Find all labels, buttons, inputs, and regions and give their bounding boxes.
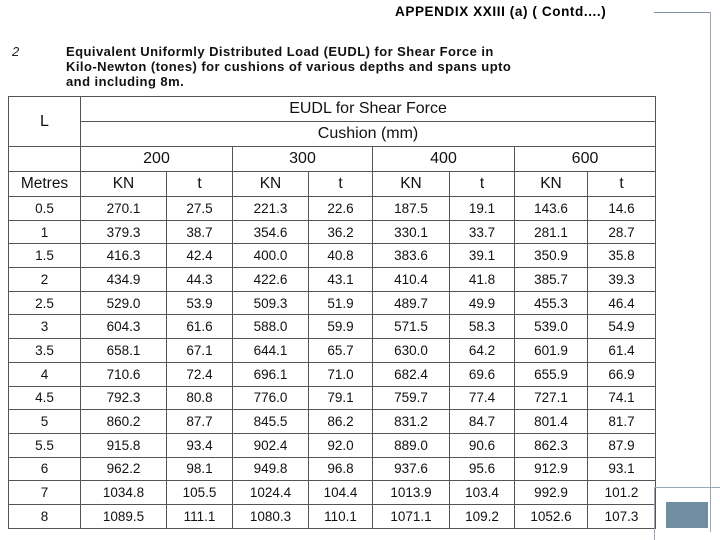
cell-t-300: 86.2 [309,410,373,434]
cell-t-600: 107.3 [588,504,656,528]
cell-t-300: 59.9 [309,315,373,339]
table-row [9,457,656,481]
cell-t-600: 101.2 [588,481,656,505]
cell-kn-600: 455.3 [515,291,588,315]
table-row [9,362,656,386]
cell-t-200: 93.4 [167,433,233,457]
cell-kn-400: 937.6 [373,457,450,481]
table-row [9,433,656,457]
page-margin-rule [710,12,711,532]
cell-kn-400: 889.0 [373,433,450,457]
cell-t-600: 93.1 [588,457,656,481]
cell-kn-200: 658.1 [81,339,167,363]
cell-kn-200: 604.3 [81,315,167,339]
cell-span: 0.5 [9,197,81,221]
cell-t-300: 43.1 [309,268,373,292]
table-row [9,244,656,268]
header-rule [654,12,710,13]
cell-t-200: 67.1 [167,339,233,363]
cell-t-400: 49.9 [450,291,515,315]
cell-span: 5.5 [9,433,81,457]
cell-span: 7 [9,481,81,505]
cell-kn-200: 860.2 [81,410,167,434]
cell-t-300: 110.1 [309,504,373,528]
cell-t-400: 109.2 [450,504,515,528]
cell-kn-200: 792.3 [81,386,167,410]
cell-kn-300: 696.1 [233,362,309,386]
cell-t-600: 54.9 [588,315,656,339]
cell-kn-300: 949.8 [233,457,309,481]
table-description [66,44,651,89]
cell-kn-600: 992.9 [515,481,588,505]
cushion-header: Cushion (mm) [81,122,656,147]
cell-t-400: 103.4 [450,481,515,505]
cell-t-300: 104.4 [309,481,373,505]
description-line: Kilo-Newton (tones) for cushions of various depths and spans upto [66,59,512,74]
cell-kn-300: 509.3 [233,291,309,315]
cell-kn-200: 1089.5 [81,504,167,528]
cell-span: 8 [9,504,81,528]
cell-kn-400: 571.5 [373,315,450,339]
cell-kn-600: 385.7 [515,268,588,292]
cell-span: 2 [9,268,81,292]
cell-t-300: 96.8 [309,457,373,481]
cell-kn-600: 601.9 [515,339,588,363]
cell-kn-300: 644.1 [233,339,309,363]
cell-kn-200: 529.0 [81,291,167,315]
cell-t-200: 27.5 [167,197,233,221]
cell-kn-400: 489.7 [373,291,450,315]
cell-kn-400: 630.0 [373,339,450,363]
cell-t-200: 111.1 [167,504,233,528]
cell-t-200: 61.6 [167,315,233,339]
cell-kn-300: 1080.3 [233,504,309,528]
cell-kn-600: 350.9 [515,244,588,268]
cell-t-600: 81.7 [588,410,656,434]
table-body [9,197,656,529]
cell-t-300: 51.9 [309,291,373,315]
table-row [9,339,656,363]
cell-kn-200: 962.2 [81,457,167,481]
cell-t-300: 65.7 [309,339,373,363]
t-header: t [450,172,515,197]
cell-t-300: 71.0 [309,362,373,386]
cell-t-600: 28.7 [588,220,656,244]
cell-t-600: 14.6 [588,197,656,221]
cell-kn-200: 270.1 [81,197,167,221]
table-row [9,268,656,292]
cell-span: 2.5 [9,291,81,315]
cell-kn-400: 682.4 [373,362,450,386]
cell-t-600: 39.3 [588,268,656,292]
cell-t-300: 22.6 [309,197,373,221]
table-row [9,197,656,221]
cell-t-300: 40.8 [309,244,373,268]
corner-accent-box [666,502,708,528]
cell-t-300: 79.1 [309,386,373,410]
cell-kn-600: 143.6 [515,197,588,221]
kn-header: KN [81,172,167,197]
cell-kn-400: 1013.9 [373,481,450,505]
cell-t-200: 42.4 [167,244,233,268]
cell-t-600: 35.8 [588,244,656,268]
cell-t-600: 46.4 [588,291,656,315]
cell-t-200: 53.9 [167,291,233,315]
cell-kn-400: 759.7 [373,386,450,410]
cell-t-600: 61.4 [588,339,656,363]
cell-t-200: 72.4 [167,362,233,386]
kn-header: KN [373,172,450,197]
cell-kn-300: 221.3 [233,197,309,221]
cell-kn-600: 912.9 [515,457,588,481]
cell-kn-400: 330.1 [373,220,450,244]
span-label-cell: L [9,97,81,147]
table-row [9,220,656,244]
cell-kn-200: 379.3 [81,220,167,244]
cell-kn-300: 588.0 [233,315,309,339]
cell-kn-200: 710.6 [81,362,167,386]
cell-kn-600: 727.1 [515,386,588,410]
t-header: t [167,172,233,197]
cell-kn-200: 915.8 [81,433,167,457]
cell-t-200: 87.7 [167,410,233,434]
cell-kn-300: 1024.4 [233,481,309,505]
cell-kn-600: 1052.6 [515,504,588,528]
t-header: t [588,172,656,197]
span-unit-header: Metres [9,172,81,197]
cell-span: 1 [9,220,81,244]
cell-kn-300: 422.6 [233,268,309,292]
cell-t-400: 39.1 [450,244,515,268]
cell-kn-300: 400.0 [233,244,309,268]
cell-kn-600: 801.4 [515,410,588,434]
question-number: 2 [12,44,20,59]
cell-t-300: 92.0 [309,433,373,457]
cell-t-400: 77.4 [450,386,515,410]
cushion-300-header: 300 [233,147,373,172]
cell-span: 6 [9,457,81,481]
cell-t-400: 90.6 [450,433,515,457]
appendix-header: APPENDIX XXIII (a) ( Contd....) [395,4,607,19]
cell-kn-300: 354.6 [233,220,309,244]
cell-t-400: 95.6 [450,457,515,481]
cell-t-400: 58.3 [450,315,515,339]
cell-kn-400: 383.6 [373,244,450,268]
table-row [9,410,656,434]
cushion-400-header: 400 [373,147,515,172]
cell-t-200: 38.7 [167,220,233,244]
cell-t-400: 84.7 [450,410,515,434]
cell-t-400: 64.2 [450,339,515,363]
cell-t-400: 69.6 [450,362,515,386]
corner-rule-horizontal [654,487,720,488]
span-blank-cell [9,147,81,172]
corner-rule-vertical [654,487,655,540]
cell-span: 5 [9,410,81,434]
cell-kn-200: 434.9 [81,268,167,292]
cell-t-400: 33.7 [450,220,515,244]
description-line: and including 8m. [66,74,185,89]
cell-t-200: 105.5 [167,481,233,505]
cell-span: 3.5 [9,339,81,363]
cell-t-400: 19.1 [450,197,515,221]
table-row [9,386,656,410]
cell-kn-200: 1034.8 [81,481,167,505]
cell-t-600: 87.9 [588,433,656,457]
cell-t-600: 66.9 [588,362,656,386]
cell-t-200: 80.8 [167,386,233,410]
description-line: Equivalent Uniformly Distributed Load (EUDL) for Shear Force in [66,44,494,59]
cell-t-200: 98.1 [167,457,233,481]
cell-t-300: 36.2 [309,220,373,244]
cell-kn-300: 902.4 [233,433,309,457]
cell-kn-400: 187.5 [373,197,450,221]
cell-kn-400: 831.2 [373,410,450,434]
cell-kn-600: 281.1 [515,220,588,244]
table-title: EUDL for Shear Force [81,97,656,122]
table-row [9,504,656,528]
cell-kn-300: 776.0 [233,386,309,410]
cell-t-600: 74.1 [588,386,656,410]
cell-kn-400: 410.4 [373,268,450,292]
cell-kn-400: 1071.1 [373,504,450,528]
kn-header: KN [233,172,309,197]
cell-span: 1.5 [9,244,81,268]
cell-kn-300: 845.5 [233,410,309,434]
cushion-600-header: 600 [515,147,656,172]
cushion-200-header: 200 [81,147,233,172]
t-header: t [309,172,373,197]
table-row [9,481,656,505]
table-row [9,291,656,315]
cell-span: 4.5 [9,386,81,410]
cell-span: 4 [9,362,81,386]
cell-kn-600: 539.0 [515,315,588,339]
cell-kn-200: 416.3 [81,244,167,268]
cell-span: 3 [9,315,81,339]
cell-t-200: 44.3 [167,268,233,292]
cell-t-400: 41.8 [450,268,515,292]
table-row [9,315,656,339]
cell-kn-600: 655.9 [515,362,588,386]
cell-kn-600: 862.3 [515,433,588,457]
kn-header: KN [515,172,588,197]
eudl-shear-table [8,96,656,529]
